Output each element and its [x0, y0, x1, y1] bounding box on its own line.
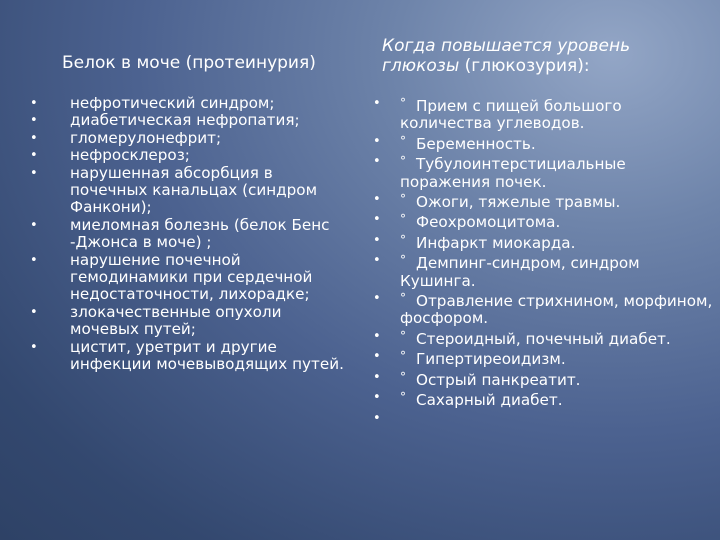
- glucosuria-list: [360, 95, 720, 427]
- list-item: • нефросклероз;: [30, 146, 190, 165]
- bullet-icon: •: [30, 252, 38, 268]
- degree-marker-icon: °: [400, 133, 406, 148]
- list-item: • нефротический синдром;: [30, 94, 275, 112]
- bullet-icon: •: [30, 130, 38, 146]
- bullet-icon: •: [373, 133, 381, 149]
- list-item: • ° Тубулоинтерстициальные поражения почек.: [373, 154, 626, 191]
- list-item: • ° Гипертиреоидизм.: [373, 349, 566, 369]
- proteinuria-heading: Белок в моче (протеинурия): [62, 53, 316, 73]
- list-item: • ° Отравление стрихнином, морфином, фосфором.: [373, 291, 713, 328]
- bullet-icon: •: [30, 217, 38, 233]
- bullet-icon: •: [373, 410, 381, 426]
- bullet-icon: •: [373, 369, 381, 385]
- list-item: • ° Сахарный диабет.: [373, 390, 563, 410]
- degree-marker-icon: °: [400, 96, 406, 110]
- list-item: • ° Острый панкреатит.: [373, 369, 581, 389]
- bullet-icon: •: [30, 113, 38, 129]
- list-item: • диабетическая нефропатия;: [30, 111, 300, 130]
- list-item: • ° Феохромоцитома.: [373, 212, 561, 232]
- degree-marker-icon: °: [400, 253, 406, 268]
- bullet-icon: •: [373, 232, 381, 248]
- list-item: • ° Демпинг-синдром, синдром Кушинга.: [373, 253, 640, 290]
- degree-marker-icon: °: [400, 232, 406, 247]
- bullet-icon: •: [373, 349, 381, 365]
- proteinuria-list: [0, 95, 360, 374]
- bullet-icon: •: [373, 212, 381, 228]
- glucosuria-heading-line2: глюкозы (глюкозурия):: [382, 56, 590, 76]
- degree-marker-icon: °: [400, 291, 406, 306]
- glucosuria-heading: [382, 36, 630, 76]
- bullet-icon: •: [373, 253, 381, 269]
- list-item: • злокачественные опухоли мочевых путей;: [30, 302, 282, 339]
- degree-marker-icon: °: [400, 212, 406, 227]
- degree-marker-icon: °: [400, 369, 406, 384]
- glucosuria-heading-line1: Когда повышается уровень: [382, 36, 631, 56]
- list-item: • нарушенная абсорбция в почечных канальцах (синдром Фанкони);: [30, 163, 318, 217]
- degree-marker-icon: °: [400, 192, 406, 207]
- list-item: • ° Стероидный, почечный диабет.: [373, 328, 671, 348]
- bullet-icon: •: [373, 390, 381, 406]
- list-item: • ° Прием с пищей большого количества углеводов.: [373, 96, 622, 133]
- bullet-icon: •: [30, 148, 38, 164]
- bullet-icon: •: [30, 165, 38, 181]
- degree-marker-icon: °: [400, 349, 406, 364]
- bullet-icon: •: [30, 96, 38, 111]
- bullet-icon: •: [373, 291, 381, 307]
- bullet-icon: •: [373, 96, 381, 111]
- list-item: • цистит, уретрит и другие инфекции мочевыводящих путей.: [30, 337, 344, 374]
- degree-marker-icon: °: [400, 390, 406, 405]
- list-item: • миеломная болезнь (белок Бенс -Джонса в моче) ;: [30, 215, 330, 252]
- degree-marker-icon: °: [400, 154, 406, 169]
- list-item: • ° Ожоги, тяжелые травмы.: [373, 192, 621, 212]
- list-item: [360, 410, 720, 427]
- list-item: • ° Инфаркт миокарда.: [373, 232, 576, 252]
- bullet-icon: •: [373, 154, 381, 170]
- bullet-icon: •: [30, 339, 38, 355]
- bullet-icon: •: [30, 304, 38, 320]
- list-item: • нарушение почечной гемодинамики при сердечной недостаточности, лихорадке;: [30, 250, 313, 304]
- bullet-icon: •: [373, 192, 381, 208]
- bullet-icon: •: [373, 328, 381, 344]
- degree-marker-icon: °: [400, 328, 406, 343]
- list-item: • гломерулонефрит;: [30, 128, 222, 147]
- list-item: • ° Беременность.: [373, 133, 536, 153]
